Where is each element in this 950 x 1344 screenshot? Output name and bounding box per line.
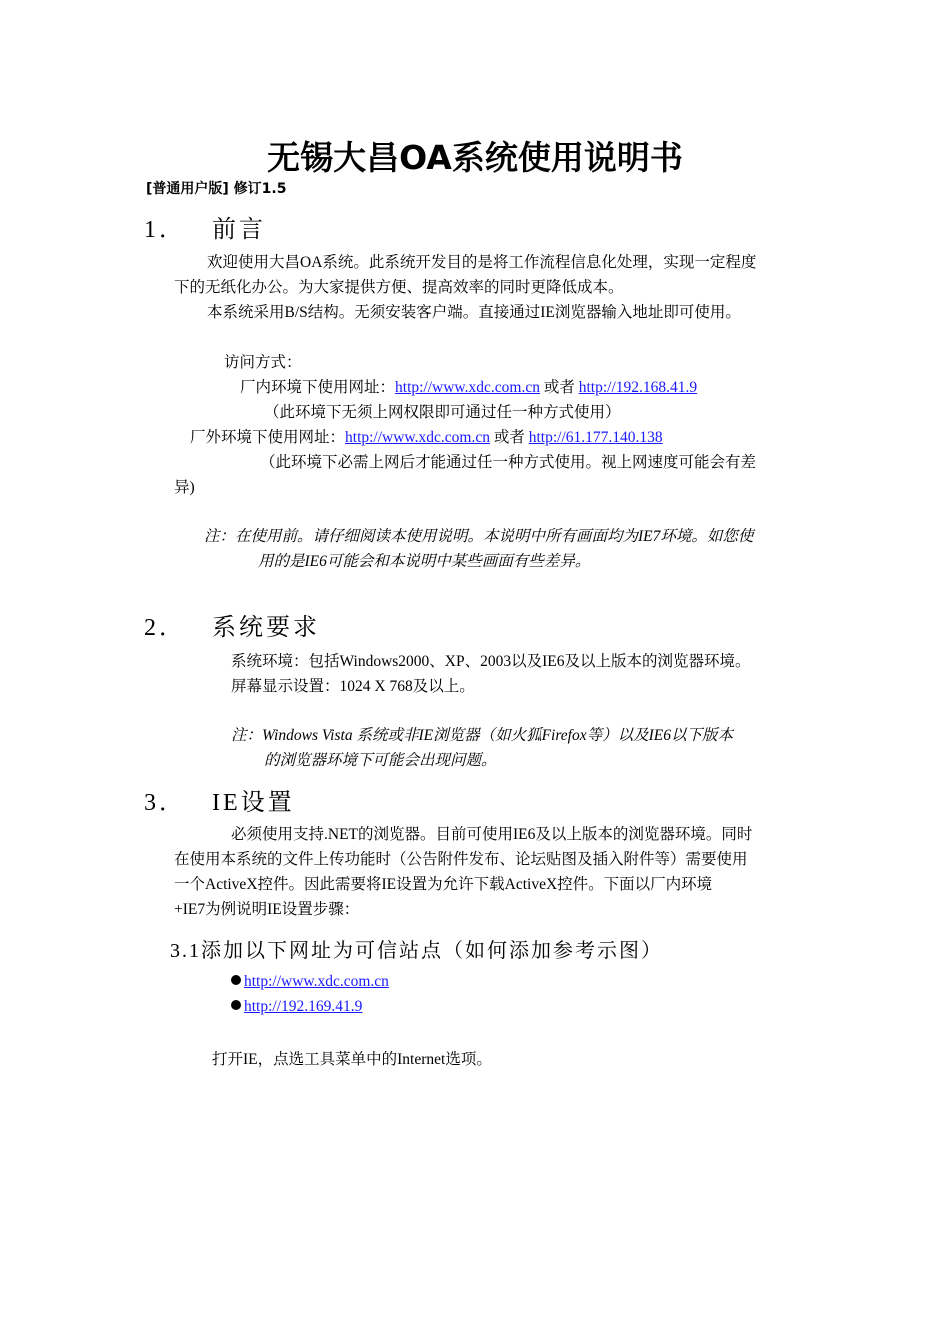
outer-access-note-line1: （此环境下必需上网后才能通过任一种方式使用。视上网速度可能会有差 bbox=[260, 454, 757, 471]
intro-paragraph-line1: 欢迎使用大昌OA系统。此系统开发目的是将工作流程信息化处理，实现一定程度 bbox=[207, 254, 757, 271]
outer-url-link-1[interactable]: http://www.xdc.com.cn bbox=[345, 429, 490, 446]
section-3-heading bbox=[144, 782, 295, 817]
intro-paragraph-line2: 下的无纸化办公。为大家提供方便、提高效率的同时更降低成本。 bbox=[174, 279, 624, 296]
section-title: 系统要求 bbox=[212, 615, 320, 641]
ie-paragraph-line3: 一个ActiveX控件。因此需要将IE设置为允许下载ActiveX控件。下面以厂内环境 bbox=[174, 876, 713, 893]
or-text: 或者 bbox=[543, 379, 575, 396]
or-text: 或者 bbox=[493, 429, 525, 446]
ie-paragraph-line4: +IE7为例说明IE设置步骤： bbox=[174, 901, 360, 918]
architecture-paragraph: 本系统采用B/S结构。无须安装客户端。直接通过IE浏览器输入地址即可使用。 bbox=[207, 304, 741, 321]
section-title: 前言 bbox=[212, 217, 266, 243]
list-item bbox=[231, 973, 389, 991]
section-number: 2． bbox=[144, 615, 186, 641]
outer-url-link-2[interactable]: http://61.177.140.138 bbox=[528, 429, 663, 446]
inner-access-line bbox=[240, 375, 697, 400]
inner-access-note: （此环境下无须上网权限即可通过任一种方式使用） bbox=[264, 404, 621, 421]
inner-url-link-1[interactable]: http://www.xdc.com.cn bbox=[395, 379, 540, 396]
system-environment: 系统环境：包括Windows2000、XP、2003以及IE6及以上版本的浏览器环境。 bbox=[231, 653, 751, 670]
document-title: 无锡大昌OA系统使用说明书 bbox=[267, 138, 683, 177]
compat-note-line2: 的浏览器环境下可能会出现问题。 bbox=[264, 752, 497, 769]
section-number: 1． bbox=[144, 217, 186, 243]
subsection-3-1-heading: 3.1添加以下网址为可信站点（如何添加参考示图） bbox=[170, 940, 663, 962]
open-ie-instruction: 打开IE，点选工具菜单中的Internet选项。 bbox=[212, 1051, 492, 1068]
revision-label: [普通用户版] 修订1.5 bbox=[146, 181, 287, 197]
access-method-label: 访问方式： bbox=[224, 354, 302, 371]
usage-note-line2: 用的是IE6可能会和本说明中某些画面有些差异。 bbox=[258, 553, 591, 570]
inner-access-label: 厂内环境下使用网址： bbox=[240, 379, 396, 396]
outer-access-line bbox=[190, 425, 663, 450]
screen-setting: 屏幕显示设置：1024 X 768及以上。 bbox=[231, 678, 475, 695]
section-2-heading bbox=[144, 607, 320, 642]
ie-paragraph-line1: 必须使用支持.NET的浏览器。目前可使用IE6及以上版本的浏览器环境。同时 bbox=[231, 826, 753, 843]
inner-url-link-2[interactable]: http://192.168.41.9 bbox=[578, 379, 698, 396]
bullet-dot-icon bbox=[231, 975, 241, 985]
trusted-site-link-2[interactable]: http://192.169.41.9 bbox=[244, 998, 363, 1015]
trusted-site-link-1[interactable]: http://www.xdc.com.cn bbox=[244, 973, 389, 990]
bullet-dot-icon bbox=[231, 1000, 241, 1010]
section-1-heading bbox=[144, 209, 266, 244]
outer-access-note-line2: 异) bbox=[174, 479, 195, 496]
compat-note-line1: 注：Windows Vista 系统或非IE浏览器（如火狐Firefox等）以及IE6以下版本 bbox=[231, 727, 734, 744]
section-number: 3． bbox=[144, 790, 186, 816]
list-item bbox=[231, 998, 362, 1016]
ie-paragraph-line2: 在使用本系统的文件上传功能时（公告附件发布、论坛贴图及插入附件等）需要使用 bbox=[174, 851, 748, 868]
section-title: IE设置 bbox=[212, 790, 295, 816]
outer-access-label: 厂外环境下使用网址： bbox=[190, 429, 346, 446]
usage-note-line1: 注：在使用前。请仔细阅读本使用说明。本说明中所有画面均为IE7环境。如您使 bbox=[204, 528, 754, 545]
